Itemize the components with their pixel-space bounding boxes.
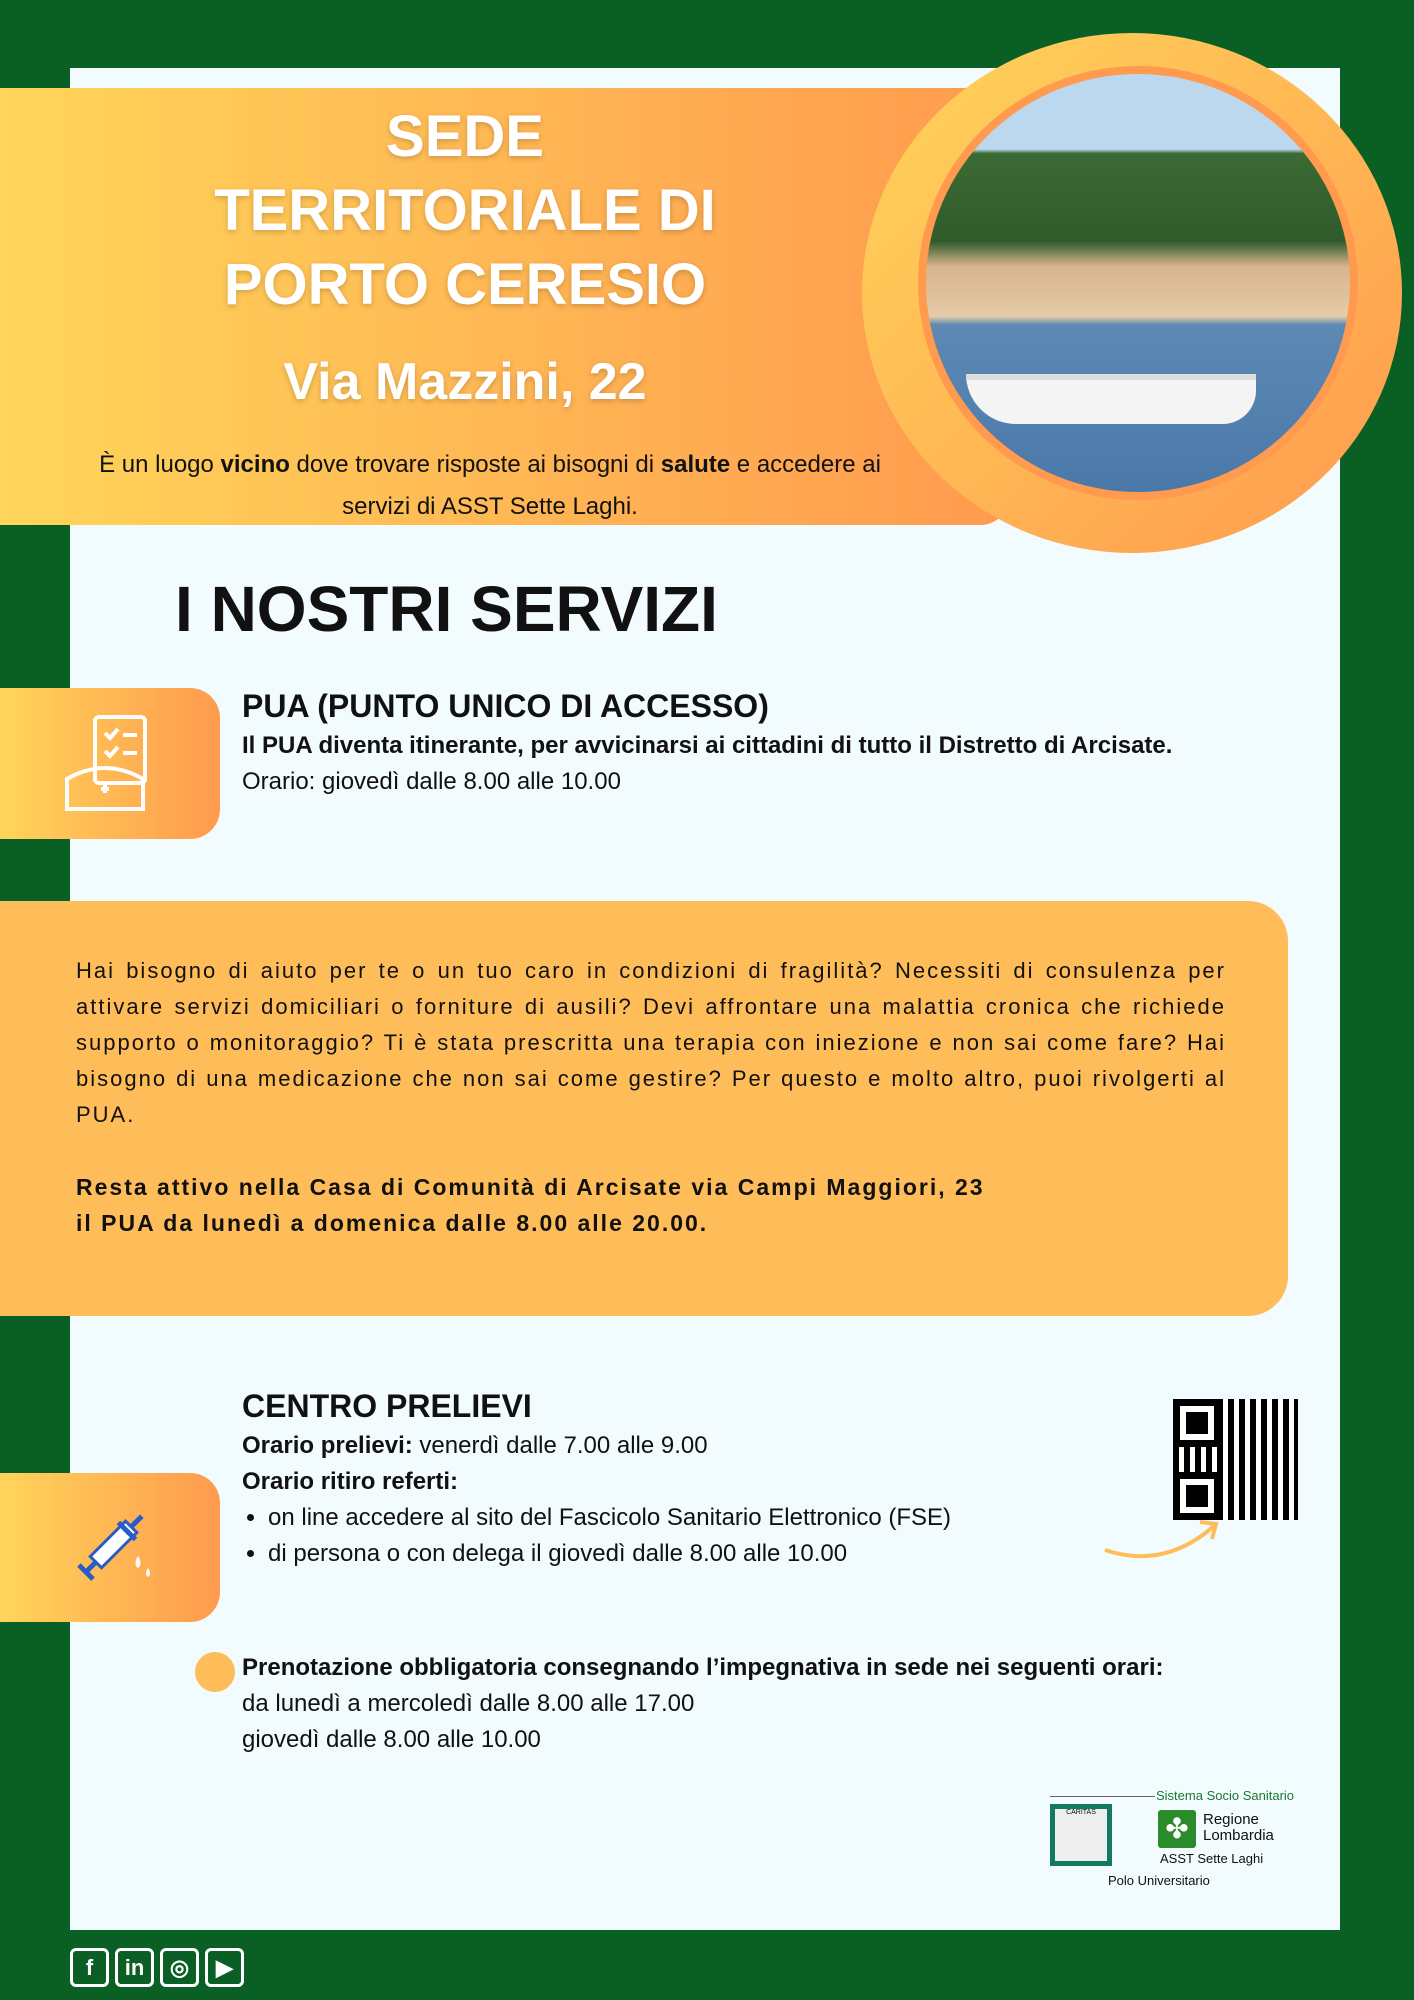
lombardia-logo-icon: ✤ — [1158, 1810, 1196, 1848]
info-box — [0, 901, 1288, 1316]
lake-photo — [918, 66, 1358, 500]
prelievi-title: CENTRO PRELIEVI — [242, 1388, 532, 1424]
info-highlight: Resta attivo nella Casa di Comunità di Arcisate via Campi Maggiori, 23 il PUA da lunedì a domenica dalle 8.00 alle 20.00. — [76, 1174, 985, 1236]
info-text: Hai bisogno di aiuto per te o un tuo caro in condizioni di fragilità? Necessiti di consulenza per attivare servizi domiciliari o forniture di ausili? Devi affrontare una malattia cronica che richiede supporto o monitoraggio? Ti è stata prescritta una terapia con iniezione e non sai come fare? Hai bisogno di una medicazione che non sai come gestire? Per questo e molto altro, puoi rivolgerti al PUA. — [76, 958, 1226, 1127]
instagram-icon[interactable]: ◎ — [160, 1948, 199, 1987]
arrow-icon — [1100, 1500, 1230, 1570]
pua-hours: Orario: giovedì dalle 8.00 alle 10.00 — [242, 768, 621, 795]
facebook-icon[interactable]: f — [70, 1948, 109, 1987]
booking-title: Prenotazione obbligatoria consegnando l’impegnativa in sede nei seguenti orari: — [242, 1654, 1164, 1681]
logos — [1048, 1788, 1318, 1898]
booking-line: da lunedì a mercoledì dalle 8.00 alle 17.00 — [242, 1690, 695, 1717]
services-heading: I NOSTRI SERVIZI — [175, 573, 718, 645]
social-links — [70, 1948, 244, 1987]
pua-title: PUA (PUNTO UNICO DI ACCESSO) — [242, 688, 769, 724]
pua-tab — [0, 688, 220, 839]
prelievi-tab — [0, 1473, 220, 1622]
title-line: TERRITORIALE DI — [214, 178, 716, 243]
list-item: • on line accedere al sito del Fascicolo Sanitario Elettronico (FSE) — [268, 1500, 951, 1536]
list-item: • di persona o con delega il giovedì dalle 8.00 alle 10.00 — [268, 1536, 951, 1572]
ritiro-label: Orario ritiro referti: — [242, 1468, 459, 1495]
pua-subtitle: Il PUA diventa itinerante, per avvicinarsi ai cittadini di tutto il Distretto di Arcisate. — [242, 732, 1173, 759]
linkedin-icon[interactable]: in — [115, 1948, 154, 1987]
region-name: Regione Lombardia — [1203, 1811, 1274, 1844]
title-line: PORTO CERESIO — [223, 252, 707, 317]
booking-line: giovedì dalle 8.00 alle 10.00 — [242, 1726, 541, 1753]
prelievi-hours: Orario prelievi: venerdì dalle 7.00 alle 9.00 — [242, 1432, 708, 1459]
nurse-checklist-icon — [55, 709, 165, 819]
system-label: Sistema Socio Sanitario — [1156, 1788, 1295, 1803]
youtube-icon[interactable]: ▶ — [205, 1948, 244, 1987]
caritas-seal: CARITAS — [1050, 1804, 1112, 1866]
title-line: SEDE — [386, 104, 544, 169]
polo-label: Polo Universitario — [1108, 1873, 1210, 1888]
bullet-dot — [195, 1652, 235, 1692]
page-title — [150, 100, 780, 322]
intro-text: È un luogo vicino dove trovare risposte ai bisogni di salute e accedere ai servizi di ASST Sette Laghi. — [99, 451, 881, 520]
syringe-icon — [60, 1498, 160, 1598]
asst-label: ASST Sette Laghi — [1160, 1851, 1264, 1866]
booking-section — [242, 1650, 1202, 1758]
address: Via Mazzini, 22 — [283, 353, 647, 411]
boat — [966, 374, 1256, 424]
pua-section — [242, 684, 1182, 800]
prelievi-section — [242, 1384, 951, 1572]
